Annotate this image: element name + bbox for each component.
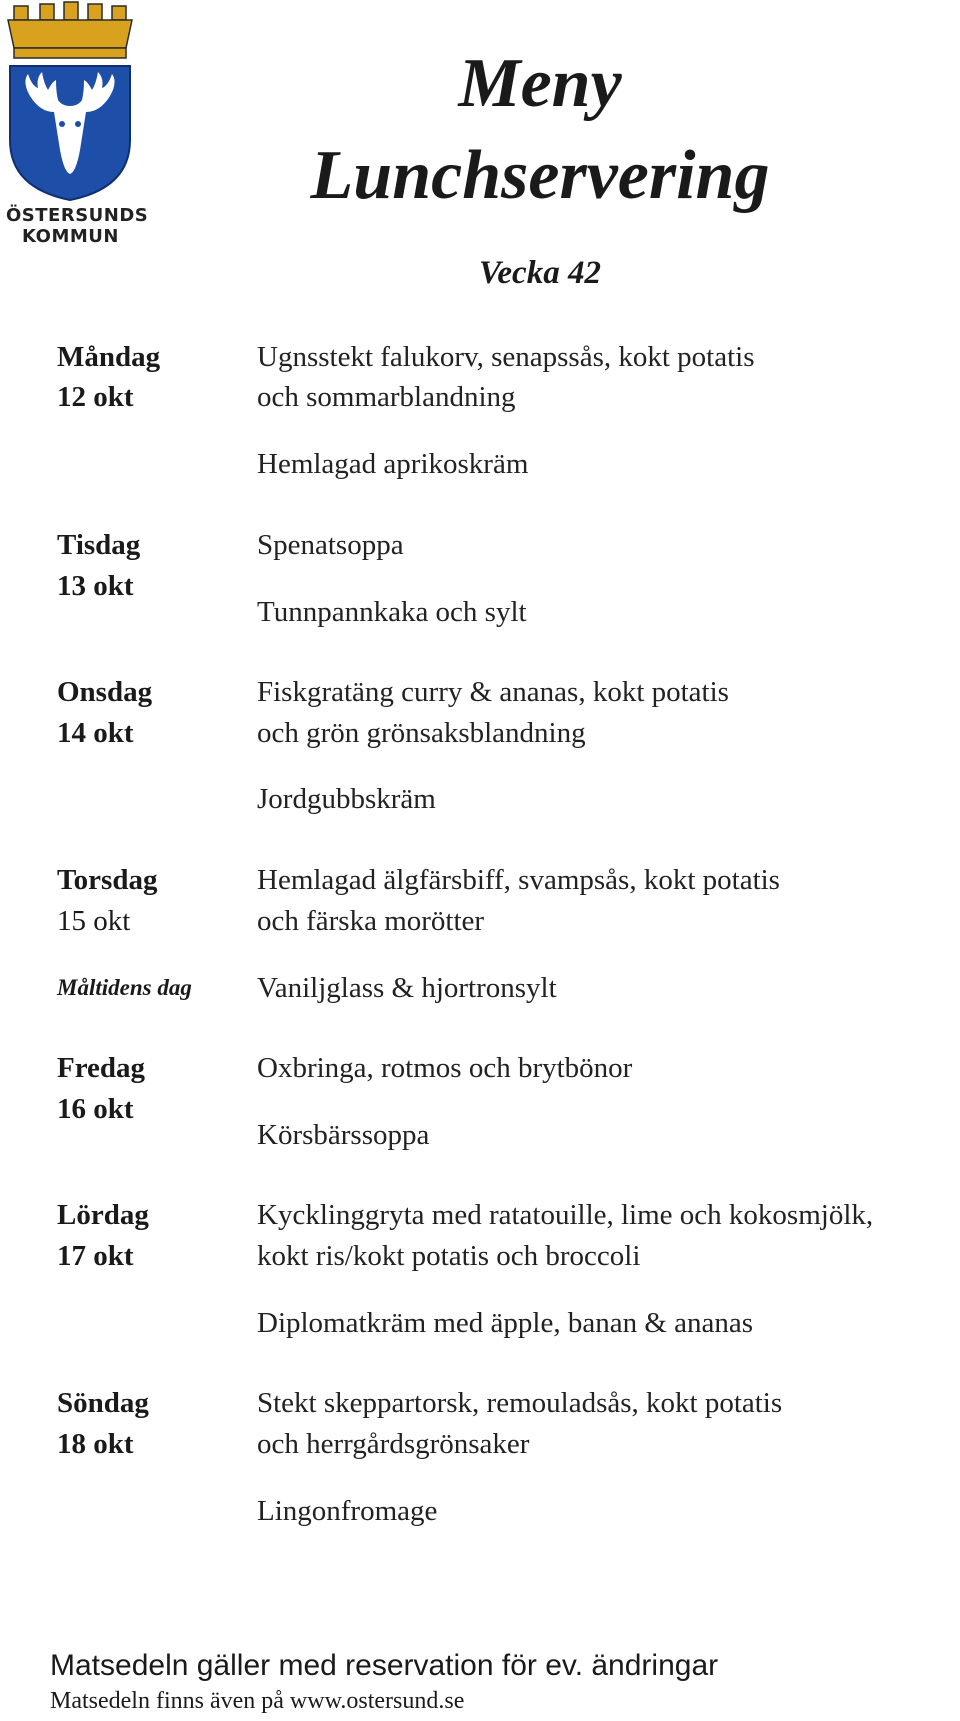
dessert-line: Lingonfromage: [257, 1495, 438, 1527]
main-dish-line: kokt ris/kokt potatis och broccoli: [257, 1240, 641, 1272]
day-name-saturday: Lördag: [57, 1199, 149, 1231]
main-dish-line: och grön grönsaksblandning: [257, 717, 586, 749]
day-date-sunday: 18 okt: [57, 1428, 134, 1460]
dessert-line: Jordgubbskräm: [257, 783, 436, 815]
dessert-line: Hemlagad aprikoskräm: [257, 448, 529, 480]
logo-text-line2: KOMMUN: [22, 226, 119, 247]
day-date-thursday: 15 okt: [57, 905, 131, 937]
day-name-thursday: Torsdag: [57, 864, 158, 896]
ostersund-logo: [0, 0, 149, 250]
dessert-line: Diplomatkräm med äpple, banan & ananas: [257, 1307, 754, 1339]
day-date-saturday: 17 okt: [57, 1240, 134, 1272]
day-note-thursday: Måltidens dag: [57, 975, 192, 1000]
main-dish-line: och herrgårdsgrönsaker: [257, 1428, 530, 1460]
footer-website-note: Matsedeln finns även på www.ostersund.se: [50, 1688, 465, 1714]
dessert-line: Vaniljglass & hjortronsylt: [257, 972, 557, 1004]
footer-disclaimer: Matsedeln gäller med reservation för ev. ändringar: [50, 1649, 719, 1682]
logo-text-line1: ÖSTERSUNDS: [6, 205, 149, 226]
main-dish-line: och färska morötter: [257, 905, 485, 937]
day-date-friday: 16 okt: [57, 1093, 134, 1125]
day-name-wednesday: Onsdag: [57, 676, 153, 708]
page-title-line2: Lunchservering: [310, 137, 770, 214]
main-dish-line: Fiskgratäng curry & ananas, kokt potatis: [257, 676, 729, 708]
day-date-tuesday: 13 okt: [57, 570, 134, 602]
day-date-monday: 12 okt: [57, 381, 134, 413]
dessert-line: Tunnpannkaka och sylt: [257, 596, 527, 628]
main-dish-line: Spenatsoppa: [257, 529, 404, 561]
main-dish-line: Stekt skeppartorsk, remouladsås, kokt potatis: [257, 1387, 783, 1419]
day-name-tuesday: Tisdag: [57, 529, 141, 561]
main-dish-line: Hemlagad älgfärsbiff, svampsås, kokt potatis: [257, 864, 780, 896]
day-name-sunday: Söndag: [57, 1387, 149, 1419]
dessert-line: Körsbärssoppa: [257, 1119, 430, 1151]
coat-of-arms-icon: [0, 0, 140, 205]
day-name-friday: Fredag: [57, 1052, 146, 1084]
page-title-line1: Meny: [458, 45, 622, 122]
main-dish-line: och sommarblandning: [257, 381, 516, 413]
main-dish-line: Oxbringa, rotmos och brytbönor: [257, 1052, 633, 1084]
main-dish-line: Kycklinggryta med ratatouille, lime och kokosmjölk,: [257, 1199, 874, 1231]
day-date-wednesday: 14 okt: [57, 717, 134, 749]
week-label: Vecka 42: [479, 255, 601, 291]
day-name-monday: Måndag: [57, 341, 161, 373]
main-dish-line: Ugnsstekt falukorv, senapssås, kokt potatis: [257, 341, 755, 373]
